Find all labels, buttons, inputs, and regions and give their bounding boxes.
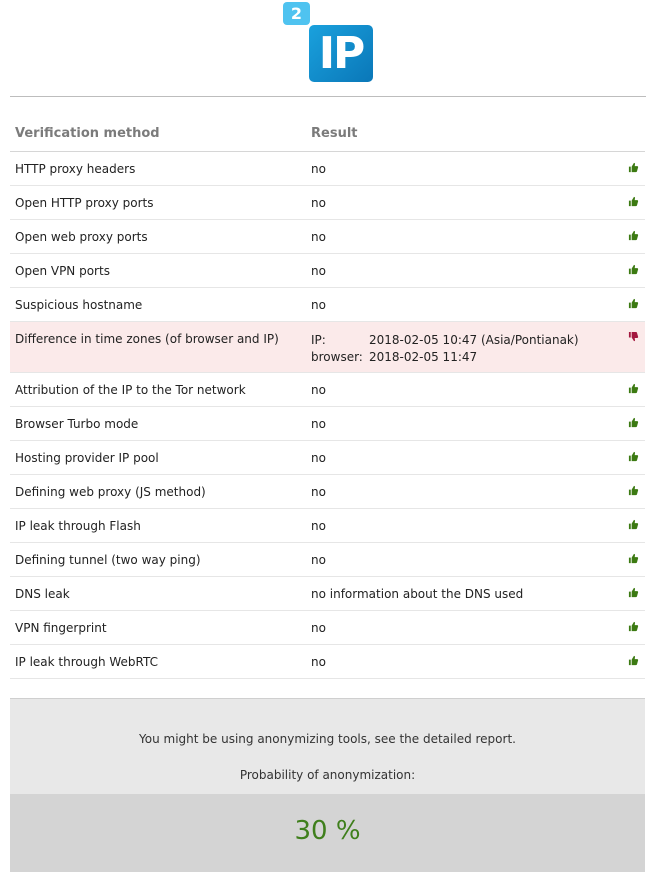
table-row [10, 441, 645, 475]
table-row [10, 220, 645, 254]
verification-method: Browser Turbo mode [15, 417, 139, 431]
thumbs-down-icon [628, 332, 639, 343]
verification-method: HTTP proxy headers [15, 162, 136, 176]
browser-time-line [311, 349, 579, 366]
thumbs-up-icon [628, 553, 639, 564]
logo-badge: 2 [283, 2, 310, 25]
verification-method: Attribution of the IP to the Tor network [15, 383, 246, 397]
table-row [10, 152, 645, 186]
verification-method: IP leak through WebRTC [15, 655, 159, 669]
table-row [10, 543, 645, 577]
verification-result: no [311, 230, 326, 244]
verification-method: Defining tunnel (two way ping) [15, 553, 201, 567]
table-row [10, 645, 645, 679]
verification-method: VPN fingerprint [15, 621, 107, 635]
verification-result: no [311, 417, 326, 431]
table-row [10, 611, 645, 645]
table-row [10, 475, 645, 509]
verification-result: no [311, 621, 326, 635]
summary-panel [10, 698, 645, 795]
verification-method: DNS leak [15, 587, 70, 601]
table-row [10, 509, 645, 543]
verification-method: Hosting provider IP pool [15, 451, 159, 465]
probability-value: 30 % [294, 816, 361, 846]
verification-result: no [311, 383, 326, 397]
browser-time-label: browser: [311, 350, 363, 364]
thumbs-up-icon [628, 519, 639, 530]
verification-method: IP leak through Flash [15, 519, 141, 533]
logo[interactable] [283, 2, 375, 84]
timezone-result [311, 332, 579, 366]
table-header [10, 116, 645, 152]
verification-method: Open HTTP proxy ports [15, 196, 154, 210]
thumbs-up-icon [628, 264, 639, 275]
verification-result: no [311, 485, 326, 499]
divider [10, 96, 646, 97]
ip-time-value: 2018-02-05 10:47 (Asia/Pontianak) [369, 333, 579, 347]
verification-result: no [311, 196, 326, 210]
logo-text: IP [309, 25, 373, 82]
table-row [10, 322, 645, 373]
thumbs-up-icon [628, 230, 639, 241]
verification-method: Defining web proxy (JS method) [15, 485, 206, 499]
verification-result: no [311, 519, 326, 533]
verification-result: no [311, 264, 326, 278]
thumbs-up-icon [628, 162, 639, 173]
verification-method: Suspicious hostname [15, 298, 143, 312]
table-row [10, 186, 645, 220]
verification-result: no [311, 553, 326, 567]
thumbs-up-icon [628, 383, 639, 394]
thumbs-up-icon [628, 587, 639, 598]
verification-result: no [311, 162, 326, 176]
verification-table [10, 116, 645, 679]
verification-result: no [311, 298, 326, 312]
probability-panel [10, 794, 645, 872]
thumbs-up-icon [628, 196, 639, 207]
probability-label: Probability of anonymization: [239, 768, 416, 782]
ip-time-line [311, 332, 579, 349]
browser-time-value: 2018-02-05 11:47 [369, 350, 478, 364]
table-row [10, 577, 645, 611]
thumbs-up-icon [628, 417, 639, 428]
table-row [10, 407, 645, 441]
thumbs-up-icon [628, 298, 639, 309]
thumbs-up-icon [628, 621, 639, 632]
verification-method: Difference in time zones (of browser and IP) [15, 332, 279, 346]
summary-message: You might be using anonymizing tools, see the detailed report. [139, 732, 516, 746]
thumbs-up-icon [628, 655, 639, 666]
verification-result: no [311, 655, 326, 669]
ip-time-label: IP: [311, 333, 326, 347]
table-row [10, 254, 645, 288]
header-result: Result [311, 126, 358, 141]
table-row [10, 373, 645, 407]
verification-method: Open web proxy ports [15, 230, 148, 244]
verification-result: no information about the DNS used [311, 587, 524, 601]
thumbs-up-icon [628, 451, 639, 462]
verification-method: Open VPN ports [15, 264, 110, 278]
header-verification-method: Verification method [15, 126, 160, 141]
table-row [10, 288, 645, 322]
thumbs-up-icon [628, 485, 639, 496]
table-body [10, 152, 645, 679]
verification-result: no [311, 451, 326, 465]
